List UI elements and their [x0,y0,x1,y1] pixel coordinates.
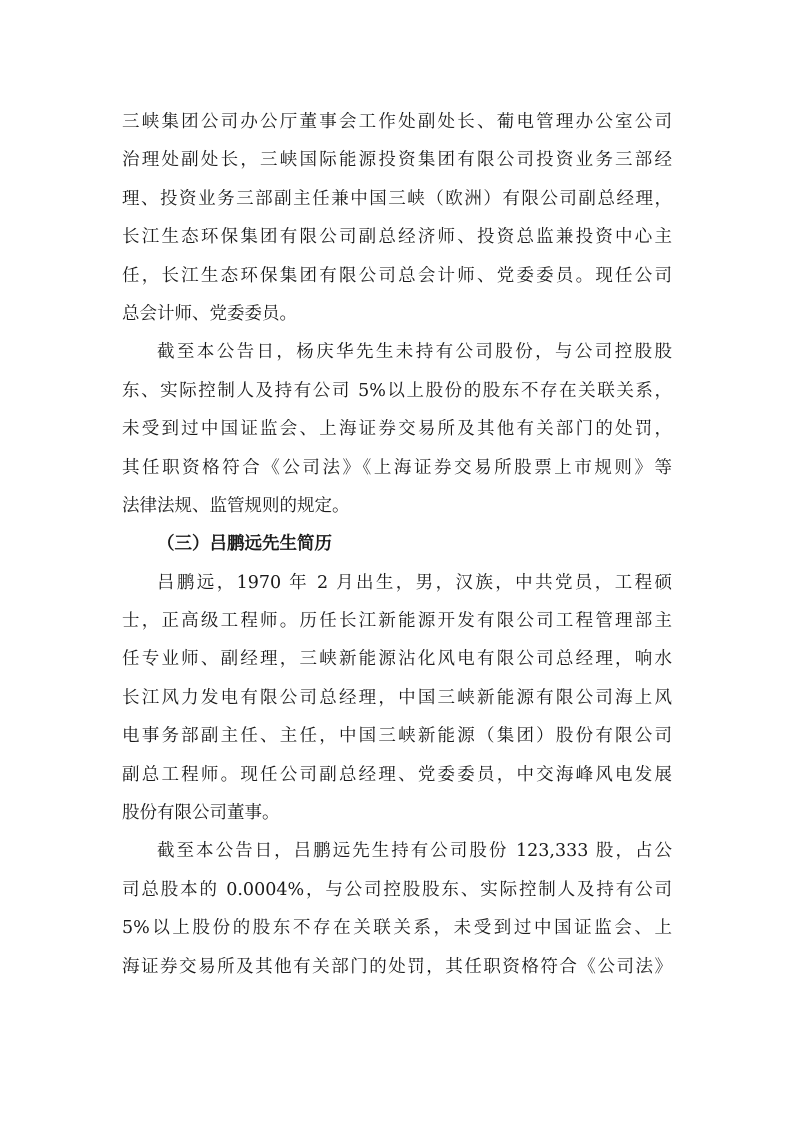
text-line: 未受到过中国证监会、上海证券交易所及其他有关部门的处罚， [122,419,672,440]
text-line: 截至本公告日，杨庆华先生未持有公司股份，与公司控股股 [157,342,672,363]
text-line: 任专业师、副经理，三峡新能源沾化风电有限公司总经理，响水 [122,649,672,670]
paragraph-lv-disclosure [122,832,672,986]
text-line: 海证券交易所及其他有关部门的处罚，其任职资格符合《公司法》 [122,956,672,977]
text-line: 长江风力发电有限公司总经理，中国三峡新能源有限公司海上风 [122,687,672,708]
text-line: 电事务部副主任、主任，中国三峡新能源（集团）股份有限公司 [122,726,672,747]
text-line: 三峡集团公司办公厅董事会工作处副处长、葡电管理办公室公司 [122,112,672,132]
text-line: 5%以上股份的股东不存在关联关系，未受到过中国证监会、上 [122,918,672,939]
paragraph-career-continued [122,103,672,333]
text-line: 副总工程师。现任公司副总经理、党委委员，中交海峰风电发展 [122,764,672,785]
text-line: 任，长江生态环保集团有限公司总会计师、党委委员。现任公司 [122,265,672,286]
text-line: 治理处副处长，三峡国际能源投资集团有限公司投资业务三部经 [122,150,672,171]
text-line: 吕鹏远，1970 年 2 月出生，男，汉族，中共党员，工程硕 [157,572,672,593]
text-line: 理、投资业务三部副主任兼中国三峡（欧洲）有限公司副总经理， [122,188,672,209]
text-line: 截至本公告日，吕鹏远先生持有公司股份 123,333 股，占公 [157,841,672,862]
text-line: 东、实际控制人及持有公司 5%以上股份的股东不存在关联关系， [122,380,672,401]
text-line: 法律法规、监管规则的规定。 [122,495,350,516]
text-line: 总会计师、党委委员。 [122,303,297,324]
paragraph-lv-biography [122,564,672,833]
section-heading: （三）吕鹏远先生简历 [157,534,332,555]
paragraph-yang-disclosure [122,333,672,525]
text-line: 长江生态环保集团有限公司副总经济师、投资总监兼投资中心主 [122,227,672,248]
text-line: 司总股本的 0.0004%，与公司控股股东、实际控制人及持有公司 [122,879,672,900]
text-line: 股份有限公司董事。 [122,803,280,824]
document-body [122,103,672,986]
text-line: 士，正高级工程师。历任长江新能源开发有限公司工程管理部主 [122,611,672,632]
text-line: 其任职资格符合《公司法》《上海证券交易所股票上市规则》等 [122,457,672,478]
